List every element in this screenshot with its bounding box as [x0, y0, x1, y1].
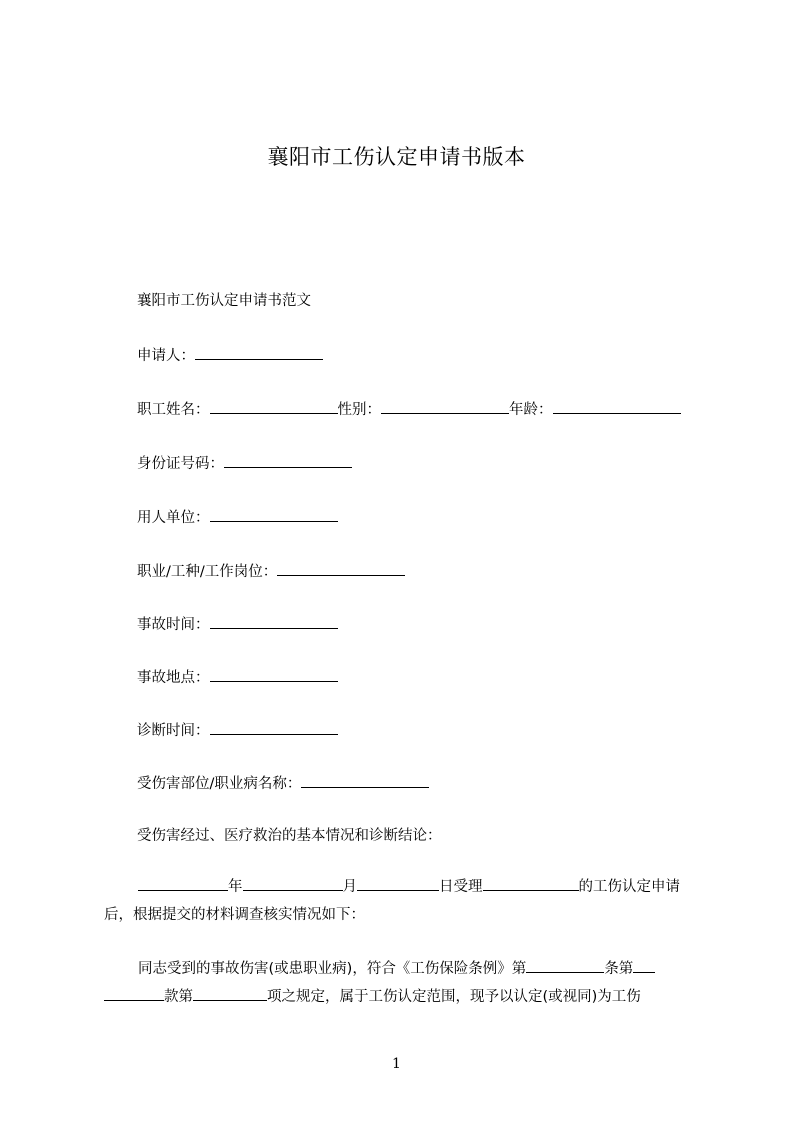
accident-place-row: [137, 667, 338, 688]
accident-time-label: 事故时间：: [137, 617, 210, 633]
day-blank[interactable]: [357, 876, 439, 891]
gender-blank[interactable]: [381, 399, 509, 414]
acceptance-paragraph: [104, 873, 704, 929]
diagnosis-time-blank[interactable]: [210, 720, 338, 735]
id-number-label: 身份证号码：: [137, 456, 224, 472]
application-text: 的工伤认定申请: [578, 879, 680, 895]
worker-info-row: [137, 399, 681, 420]
article-blank[interactable]: [526, 958, 604, 973]
accident-place-label: 事故地点：: [137, 670, 210, 686]
accident-time-blank[interactable]: [210, 614, 338, 629]
diagnosis-time-label: 诊断时间：: [137, 723, 210, 739]
worker-name-blank[interactable]: [210, 399, 338, 414]
occupation-blank[interactable]: [277, 561, 405, 576]
applicant-row: [137, 345, 323, 366]
item-blank[interactable]: [193, 986, 267, 1001]
occupation-row: [137, 561, 405, 582]
month-blank[interactable]: [243, 876, 343, 891]
worker-name-label: 职工姓名：: [137, 402, 210, 418]
injury-part-blank[interactable]: [301, 773, 429, 788]
id-number-row: [137, 453, 352, 474]
employer-label: 用人单位：: [137, 510, 210, 526]
clause-blank-end[interactable]: [104, 986, 164, 1001]
form-subtitle: 襄阳市工伤认定申请书范文: [137, 293, 311, 309]
day-accepted-label: 日受理: [439, 879, 483, 895]
article-label: 条第: [604, 961, 634, 977]
occupation-label: 职业/工种/工作岗位：: [137, 564, 278, 580]
determination-paragraph: [104, 955, 704, 1011]
accepted-party-blank[interactable]: [483, 876, 579, 891]
determination-text: 项之规定，属于工伤认定范围，现予以认定(或视同)为工伤: [267, 989, 641, 1005]
process-heading: 受伤害经过、医疗救治的基本情况和诊断结论：: [137, 828, 442, 844]
employer-blank[interactable]: [210, 507, 338, 522]
applicant-label: 申请人：: [137, 348, 195, 364]
accident-time-row: [137, 614, 338, 635]
employer-row: [137, 507, 338, 528]
injury-part-row: [137, 773, 429, 794]
gender-label: 性别：: [337, 402, 381, 418]
determination-intro: 同志受到的事故伤害(或患职业病)，符合《工伤保险条例》第: [138, 961, 527, 977]
age-label: 年龄：: [509, 402, 553, 418]
age-blank[interactable]: [553, 399, 681, 414]
year-label: 年: [228, 879, 243, 895]
clause-label: 款第: [164, 989, 193, 1005]
applicant-blank[interactable]: [195, 345, 323, 360]
injury-part-label: 受伤害部位/职业病名称：: [137, 776, 302, 792]
id-number-blank[interactable]: [224, 453, 352, 468]
document-title: 襄阳市工伤认定申请书版本: [267, 145, 526, 169]
diagnosis-time-row: [137, 720, 338, 741]
page-number: 1: [392, 1056, 401, 1072]
investigation-text: 后，根据提交的材料调查核实情况如下：: [104, 907, 365, 923]
month-label: 月: [342, 879, 357, 895]
clause-blank-start[interactable]: [633, 958, 655, 973]
year-blank[interactable]: [138, 876, 228, 891]
accident-place-blank[interactable]: [210, 667, 338, 682]
